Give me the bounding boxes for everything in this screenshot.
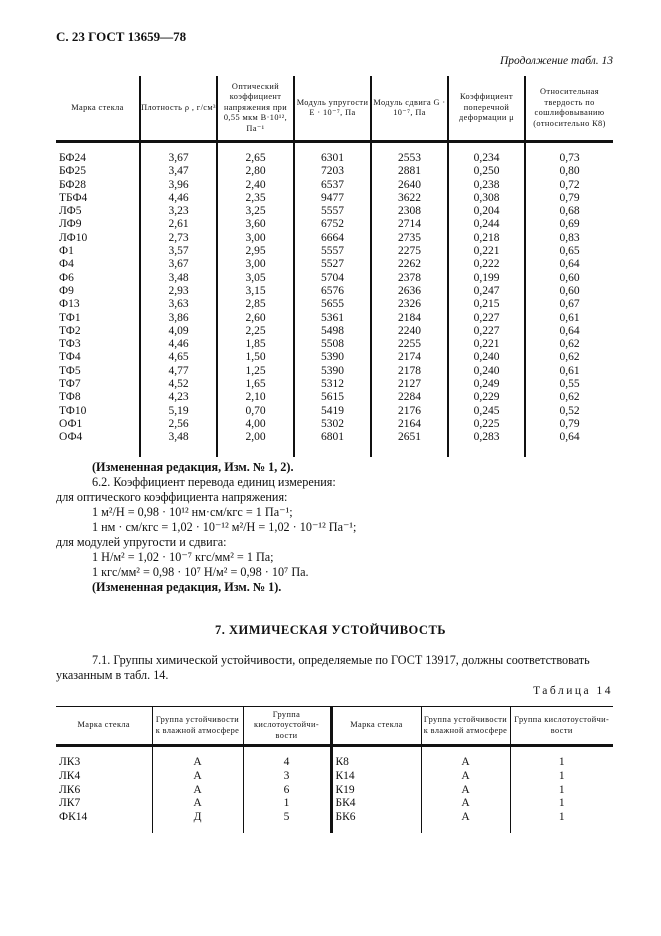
table-row	[56, 770, 613, 784]
table-cell: 0,218	[448, 232, 525, 245]
table-cell: 3,23	[140, 205, 217, 218]
table-cell: ФК14	[59, 811, 88, 824]
table-cell: 5312	[294, 378, 371, 391]
table-cell: 2,25	[217, 325, 294, 338]
column-header: Модуль упругости E · 10⁻⁷, Па	[294, 76, 371, 142]
table-cell: 2636	[371, 285, 448, 298]
table-cell: А	[421, 784, 510, 798]
column-header: Относительная твердость по сошлифовыванию (относительно К8)	[525, 76, 613, 142]
table-cell: 0,222	[448, 258, 525, 271]
paragraph-6-2: 6.2. Коэффициент перевода единиц измерения:	[92, 475, 336, 489]
table-cell: А	[421, 746, 510, 770]
table-row	[56, 325, 613, 338]
table-cell: 0,240	[448, 365, 525, 378]
equation: 1 Н/м² = 1,02 · 10⁻⁷ кгс/мм² = 1 Па;	[92, 550, 274, 564]
table-cell: 2,93	[140, 285, 217, 298]
column-header: Марка стекла	[331, 707, 421, 746]
column-header: Коэффициент поперечной деформации μ	[448, 76, 525, 142]
table-cell: К14	[331, 770, 421, 784]
table-cell: 3,63	[140, 298, 217, 311]
moduli-label: для модулей упругости и сдвига:	[56, 535, 227, 549]
table-cell: ЛК6	[59, 783, 81, 796]
table-14-label: Таблица 14	[533, 685, 613, 697]
table-cell: БФ24	[59, 152, 87, 164]
paragraph-line: 7.1. Группы химической устойчивости, определяемые по ГОСТ 13917, должны соответствовать	[92, 653, 590, 667]
table-cell: 3,96	[140, 179, 217, 192]
table-cell: 2,60	[217, 312, 294, 325]
table-cell: 0,247	[448, 285, 525, 298]
column-header: Группа кислотоустойчи-вости	[510, 707, 613, 746]
table-cell: 2275	[371, 245, 448, 258]
table-cell: 6664	[294, 232, 371, 245]
table-cell: 1,25	[217, 365, 294, 378]
table-cell: 3,00	[217, 232, 294, 245]
table-cell: А	[421, 797, 510, 811]
table-cell: 0,245	[448, 405, 525, 418]
table-cell: 1	[510, 784, 613, 798]
table-cell: 2,00	[217, 431, 294, 457]
table-cell: 5302	[294, 418, 371, 431]
table-cell: 4,00	[217, 418, 294, 431]
table-cell: 3,67	[140, 142, 217, 166]
table-cell: 6537	[294, 179, 371, 192]
table-cell: 1	[510, 770, 613, 784]
table-cell: 2553	[371, 142, 448, 166]
table-body	[56, 746, 613, 834]
table-cell: 3,48	[140, 431, 217, 457]
table-cell: ТФ3	[59, 338, 81, 351]
table-cell: ОФ1	[59, 417, 83, 430]
table-cell: 0,250	[448, 165, 525, 178]
table-cell: 6576	[294, 285, 371, 298]
table-row	[56, 179, 613, 192]
column-header: Марка стекла	[56, 76, 140, 142]
table-cell: 5419	[294, 405, 371, 418]
table-row	[56, 365, 613, 378]
table-cell: 9477	[294, 192, 371, 205]
table-cell: 0,238	[448, 179, 525, 192]
equation: 1 нм · см/кгс = 1,02 · 10⁻¹² м²/Н = 1,02 · 10⁻¹² Па⁻¹;	[92, 520, 357, 534]
table-cell: 4,52	[140, 378, 217, 391]
table-cell: 0,67	[525, 298, 613, 311]
table-cell: 5508	[294, 338, 371, 351]
header-row	[56, 76, 613, 142]
table-cell: 2378	[371, 272, 448, 285]
table-cell: 0,221	[448, 338, 525, 351]
table-cell: ТФ4	[59, 351, 81, 364]
table-row	[56, 338, 613, 351]
table-cell: 3,47	[140, 165, 217, 178]
table-cell: ТФ5	[59, 364, 81, 377]
table-cell: 2176	[371, 405, 448, 418]
table-cell: 2,65	[217, 142, 294, 166]
table-cell: 0,308	[448, 192, 525, 205]
table-cell: 6752	[294, 218, 371, 231]
table-cell: Ф6	[59, 271, 74, 284]
table-cell: 2651	[371, 431, 448, 457]
table-cell: А	[152, 746, 243, 770]
table-row	[56, 797, 613, 811]
table-cell: 3,25	[217, 205, 294, 218]
table-row	[56, 245, 613, 258]
table-cell: 0,61	[525, 312, 613, 325]
table-cell: 1,50	[217, 351, 294, 364]
table-cell: 2262	[371, 258, 448, 271]
table-cell: 1	[510, 797, 613, 811]
table-cell: 2240	[371, 325, 448, 338]
table-row	[56, 205, 613, 218]
table-cell: 5390	[294, 365, 371, 378]
table-row	[56, 192, 613, 205]
table-cell: 3,57	[140, 245, 217, 258]
table-cell: 2,56	[140, 418, 217, 431]
table-cell: 3,60	[217, 218, 294, 231]
table-cell: 0,79	[525, 192, 613, 205]
table-cell: 0,60	[525, 272, 613, 285]
table-cell: ЛК3	[59, 756, 81, 768]
table-cell: 0,79	[525, 418, 613, 431]
table-cell: 0,225	[448, 418, 525, 431]
table-cell: 0,229	[448, 391, 525, 404]
table-row	[56, 142, 613, 166]
table-cell: 2881	[371, 165, 448, 178]
table-cell: 4	[243, 746, 331, 770]
table-cell: 0,60	[525, 285, 613, 298]
table-cell: 0,227	[448, 325, 525, 338]
table-row	[56, 165, 613, 178]
table-cell: 4,65	[140, 351, 217, 364]
table-cell: 3,15	[217, 285, 294, 298]
table-cell: 1,65	[217, 378, 294, 391]
table-cell: А	[421, 811, 510, 833]
table-cell: 0,69	[525, 218, 613, 231]
conversion-section	[56, 460, 616, 595]
table-cell: 0,283	[448, 431, 525, 457]
table-cell: 2184	[371, 312, 448, 325]
table-cell: 0,68	[525, 205, 613, 218]
table-cell: 0,62	[525, 391, 613, 404]
table-row	[56, 378, 613, 391]
table-cell: ТФ8	[59, 391, 81, 404]
column-header: Оптический коэффициент напряжения при 0,55 мкм B·10¹², Па⁻¹	[217, 76, 294, 142]
table-cell: ТФ10	[59, 404, 87, 417]
table-cell: 2174	[371, 351, 448, 364]
table-cell: 5527	[294, 258, 371, 271]
table-cell: 3,67	[140, 258, 217, 271]
table-cell: ЛК4	[59, 769, 81, 782]
revision-note: (Измененная редакция, Изм. № 1, 2).	[92, 460, 294, 474]
table-row	[56, 232, 613, 245]
table-14	[56, 706, 613, 833]
table-row	[56, 405, 613, 418]
table-cell: 0,199	[448, 272, 525, 285]
table-cell: 0,227	[448, 312, 525, 325]
optical-label: для оптического коэффициента напряжения:	[56, 490, 288, 504]
table-cell: 4,09	[140, 325, 217, 338]
table-row	[56, 218, 613, 231]
table-cell: 5557	[294, 245, 371, 258]
table-cell: 0,221	[448, 245, 525, 258]
table-row	[56, 391, 613, 404]
table-cell: 0,61	[525, 365, 613, 378]
table-cell: 2640	[371, 179, 448, 192]
table-cell: 1	[510, 746, 613, 770]
table-cell: К19	[331, 784, 421, 798]
table-cell: 2,85	[217, 298, 294, 311]
table-cell: ТБФ4	[59, 191, 88, 204]
table-cell: 5361	[294, 312, 371, 325]
table-cell: А	[152, 784, 243, 798]
table-cell: 2735	[371, 232, 448, 245]
column-header: Марка стекла	[56, 707, 152, 746]
table-cell: 3622	[371, 192, 448, 205]
header-row	[56, 707, 613, 746]
table-cell: Ф4	[59, 258, 74, 271]
table-cell: 3,86	[140, 312, 217, 325]
table-cell: 0,249	[448, 378, 525, 391]
table-cell: 0,64	[525, 325, 613, 338]
table-cell: ЛФ9	[59, 218, 82, 231]
table-cell: 6	[243, 784, 331, 798]
table-cell: ЛФ10	[59, 231, 88, 244]
table-13	[56, 76, 613, 457]
page-header: С. 23 ГОСТ 13659—78	[56, 29, 187, 44]
table-cell: БК4	[331, 797, 421, 811]
table-row	[56, 312, 613, 325]
table-cell: 2164	[371, 418, 448, 431]
column-header: Модуль сдвига G · 10⁻⁷, Па	[371, 76, 448, 142]
table-cell: 4,23	[140, 391, 217, 404]
table-cell: А	[152, 797, 243, 811]
table-cell: 0,64	[525, 431, 613, 457]
table-cell: 1,85	[217, 338, 294, 351]
table-row	[56, 784, 613, 798]
continuation-label: Продолжение табл. 13	[500, 55, 613, 67]
table-cell: 2,95	[217, 245, 294, 258]
table-cell: 2,40	[217, 179, 294, 192]
table-cell: БК6	[331, 811, 421, 833]
table-cell: ЛК7	[59, 797, 81, 810]
table-cell: 4,46	[140, 192, 217, 205]
table-cell: Ф1	[59, 245, 74, 258]
table-cell: 2714	[371, 218, 448, 231]
table-cell: 0,62	[525, 338, 613, 351]
table-cell: 0,240	[448, 351, 525, 364]
table-cell: 5390	[294, 351, 371, 364]
table-cell: 1	[510, 811, 613, 833]
table-row	[56, 298, 613, 311]
table-row	[56, 258, 613, 271]
table-cell: ЛФ5	[59, 205, 82, 218]
table-cell: 2,61	[140, 218, 217, 231]
table-cell: 2,73	[140, 232, 217, 245]
table-cell: 4,77	[140, 365, 217, 378]
table-cell: Д	[152, 811, 243, 833]
table-cell: Ф9	[59, 284, 74, 297]
table-cell: 5,19	[140, 405, 217, 418]
table-cell: 5	[243, 811, 331, 833]
table-cell: 5704	[294, 272, 371, 285]
column-header: Группа устойчивости к влажной атмосфере	[421, 707, 510, 746]
table-cell: 5655	[294, 298, 371, 311]
table-cell: 0,62	[525, 351, 613, 364]
table-cell: А	[152, 770, 243, 784]
table-cell: БФ25	[59, 165, 87, 178]
table-cell: 0,72	[525, 179, 613, 192]
table-cell: А	[421, 770, 510, 784]
table-cell: ТФ7	[59, 378, 81, 391]
table-cell: ТФ2	[59, 324, 81, 337]
table-body	[56, 142, 613, 458]
table-cell: 0,52	[525, 405, 613, 418]
table-cell: 0,244	[448, 218, 525, 231]
table-cell: 5498	[294, 325, 371, 338]
table-cell: 3,05	[217, 272, 294, 285]
equation: 1 м²/Н = 0,98 · 10¹² нм·см/кгс = 1 Па⁻¹;	[92, 505, 293, 519]
table-cell: 0,55	[525, 378, 613, 391]
table-cell: К8	[331, 746, 421, 770]
table-cell: 6301	[294, 142, 371, 166]
paragraph-7-1	[56, 653, 616, 683]
table-cell: 4,46	[140, 338, 217, 351]
equation: 1 кгс/мм² = 0,98 · 10⁷ Н/м² = 0,98 · 10⁷ Па.	[92, 565, 309, 579]
table-row	[56, 811, 613, 833]
table-cell: 0,73	[525, 142, 613, 166]
table-cell: 0,204	[448, 205, 525, 218]
table-row	[56, 431, 613, 457]
column-header: Плотность ρ , г/см³	[140, 76, 217, 142]
table-cell: БФ28	[59, 178, 87, 191]
table-cell: 5557	[294, 205, 371, 218]
table-cell: 0,64	[525, 258, 613, 271]
table-cell: 2255	[371, 338, 448, 351]
table-cell: ТФ1	[59, 311, 81, 324]
table-cell: 1	[243, 797, 331, 811]
table-cell: ОФ4	[59, 431, 83, 444]
table-cell: 2,10	[217, 391, 294, 404]
table-row	[56, 285, 613, 298]
table-cell: 0,70	[217, 405, 294, 418]
table-cell: 3	[243, 770, 331, 784]
table-cell: 2,80	[217, 165, 294, 178]
revision-note: (Измененная редакция, Изм. № 1).	[92, 580, 282, 594]
table-row	[56, 746, 613, 770]
table-cell: 2308	[371, 205, 448, 218]
table-row	[56, 272, 613, 285]
table-cell: 0,234	[448, 142, 525, 166]
column-header: Группа устойчивости к влажной атмосфере	[152, 707, 243, 746]
table-cell: 2127	[371, 378, 448, 391]
section-heading: 7. ХИМИЧЕСКАЯ УСТОЙЧИВОСТЬ	[214, 623, 447, 637]
table-cell: 2178	[371, 365, 448, 378]
table-cell: Ф13	[59, 298, 80, 311]
column-header: Группа кислотоустойчи-вости	[243, 707, 331, 746]
table-row	[56, 351, 613, 364]
table-cell: 0,215	[448, 298, 525, 311]
table-cell: 7203	[294, 165, 371, 178]
table-cell: 0,83	[525, 232, 613, 245]
table-row	[56, 418, 613, 431]
table-cell: 2284	[371, 391, 448, 404]
table-cell: 2,35	[217, 192, 294, 205]
table-cell: 3,00	[217, 258, 294, 271]
table-cell: 6801	[294, 431, 371, 457]
table-cell: 3,48	[140, 272, 217, 285]
table-cell: 2326	[371, 298, 448, 311]
table-cell: 0,65	[525, 245, 613, 258]
table-cell: 5615	[294, 391, 371, 404]
table-cell: 0,80	[525, 165, 613, 178]
paragraph-line: указанным в табл. 14.	[56, 668, 169, 682]
